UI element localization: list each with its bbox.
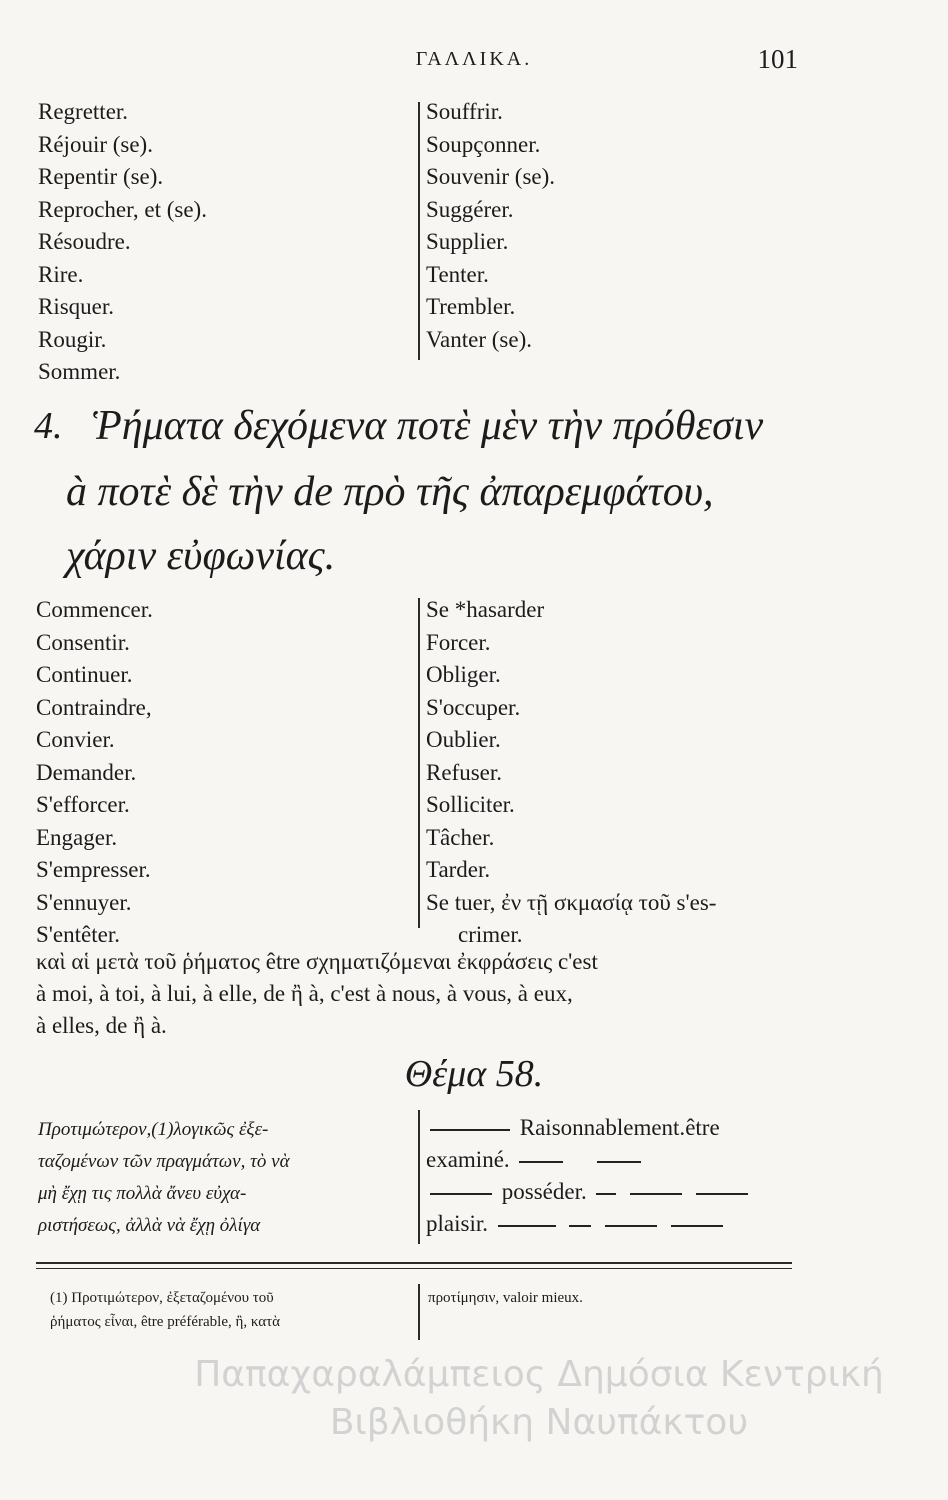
verb-item: Regretter. [38,99,129,124]
verb-item: Demander. [36,759,137,785]
verb-item: Tenter. [426,261,489,287]
blank-dash [630,1193,682,1195]
blank-dash [430,1129,510,1131]
verb-item: Continuer. [36,662,133,687]
exercise-line: ριστήσεως, ἀλλὰ νὰ ἔχῃ ὀλίγα [38,1215,261,1236]
word-posseder: posséder. [501,1179,587,1204]
exercise-row-2 [426,1144,752,1176]
blank-dash [519,1161,563,1163]
blank-dash [597,1161,641,1163]
column-divider-mid [418,598,420,928]
page-number: 101 [757,44,798,74]
section-heading-line-1: Ῥήματα δεχόμενα ποτὲ μὲν τὴν πρόθεσιν [92,403,764,449]
exercise-greek-text [38,1114,290,1242]
exercise-row-1 [426,1112,752,1144]
verb-item: Tarder. [426,857,491,882]
verb-item: Engager. [36,824,118,850]
verb-item: Obliger. [426,662,501,687]
footnote-right-line: προτίμησιν, valoir mieux. [428,1290,583,1306]
blank-dash [696,1193,748,1195]
verb-item: Reprocher, et (se). [38,196,207,222]
verbs-top-left-column [38,96,207,389]
verb-item: S'entêter. [36,922,120,947]
verb-item: Solliciter. [426,792,515,817]
footnote-divider [418,1284,420,1340]
verb-item: Convier. [36,727,115,752]
running-header: ΓΑΛΛΙΚΑ. [415,48,533,70]
verb-item: Sommer. [38,359,121,384]
theme-title: Θέμα 58. [404,1053,544,1095]
footnote-left [50,1286,280,1334]
paragraph-line-1: καὶ αἱ μετὰ τοῦ ῥήματος être σχηματιζόμεναι ἐκφράσεις c'est [36,949,598,974]
verb-item: Tâcher. [426,824,495,850]
section-heading-line-2: à ποτὲ δὲ τὴν de πρὸ τῆς ἀπαρεμφάτου, [66,469,714,515]
verbs-top-right-column [426,96,555,356]
library-watermark-line-2: Βιβλιοθήκη Ναυπάκτου [329,1402,749,1443]
footnote-rule-thin [36,1268,792,1269]
verb-item: Oublier. [426,727,501,752]
footnote-rule [36,1262,792,1264]
verb-item: Supplier. [426,229,509,254]
exercise-line: Προτιμώτερον,(1)λογικῶς ἐξε- [38,1119,269,1140]
footnote-line-1: (1) Προτιμώτερον, ἐξεταζομένου τοῦ [50,1290,274,1306]
word-etre: être [685,1115,720,1140]
word-plaisir: plaisir. [426,1211,488,1236]
verb-item: Refuser. [426,759,503,785]
verb-item: S'efforcer. [36,792,130,817]
paragraph-line-3: à elles, de ἢ à. [36,1013,167,1038]
verbs-mid-right-column [426,594,716,952]
footnote-line-2: ῥήματος εἶναι, être préférable, ἢ, κατὰ [50,1314,280,1330]
word-raisonnablement: Raisonnablement. [519,1115,686,1140]
verb-item: Risquer. [38,294,115,319]
blank-dash [569,1225,591,1227]
verb-item: Souffrir. [426,99,503,124]
exercise-row-3 [426,1176,752,1208]
blank-dash [671,1225,723,1227]
section-number: 4. [34,405,63,447]
verb-item: Résoudre. [38,229,131,254]
verb-item: Souvenir (se). [426,164,556,189]
exercise-row-4 [426,1208,752,1240]
explanation-paragraph [36,946,598,1042]
verb-item: S'ennuyer. [36,889,132,915]
verb-item: Repentir (se). [38,164,164,189]
verb-item: crimer. [458,922,523,947]
verb-item: Consentir. [36,629,130,655]
exercise-divider [418,1110,420,1244]
verb-item: Rire. [38,261,84,287]
word-examine: examiné. [426,1147,510,1172]
library-watermark-line-1: Παπαχαραλάμπειος Δημόσια Κεντρική [194,1354,884,1395]
verb-item: Forcer. [426,629,491,655]
blank-dash [430,1193,492,1195]
verb-item: Rougir. [38,326,107,352]
verbs-mid-left-column [36,594,153,952]
footnote-right [428,1286,583,1310]
verb-item: Commencer. [36,597,153,622]
verb-item: S'occuper. [426,694,521,720]
verb-item: Suggérer. [426,196,514,222]
verb-item: Se tuer, ἐν τῇ σκμασίᾳ τοῦ s'es- [426,889,717,915]
blank-dash [596,1193,616,1195]
column-divider-top [418,102,420,360]
exercise-line: ταζομένων τῶν πραγμάτων, τὸ νὰ [38,1151,290,1172]
verb-item: S'empresser. [36,857,151,882]
verb-item: Vanter (se). [426,326,533,352]
section-heading-line-3: χάριν εὐφωνίας. [66,533,336,579]
blank-dash [605,1225,657,1227]
exercise-french-text [426,1112,752,1240]
verb-item: Contraindre, [36,694,152,720]
paragraph-line-2: à moi, à toi, à lui, à elle, de ἢ à, c'est à nous, à vous, à eux, [36,981,573,1006]
verb-item: Soupçonner. [426,131,541,157]
verb-item: Réjouir (se). [38,131,153,157]
exercise-line: μὴ ἔχῃ τις πολλὰ ἄνευ εὐχα- [38,1183,247,1204]
verb-item: Trembler. [426,294,516,319]
blank-dash [498,1225,556,1227]
verb-item: Se *hasarder [426,597,545,622]
